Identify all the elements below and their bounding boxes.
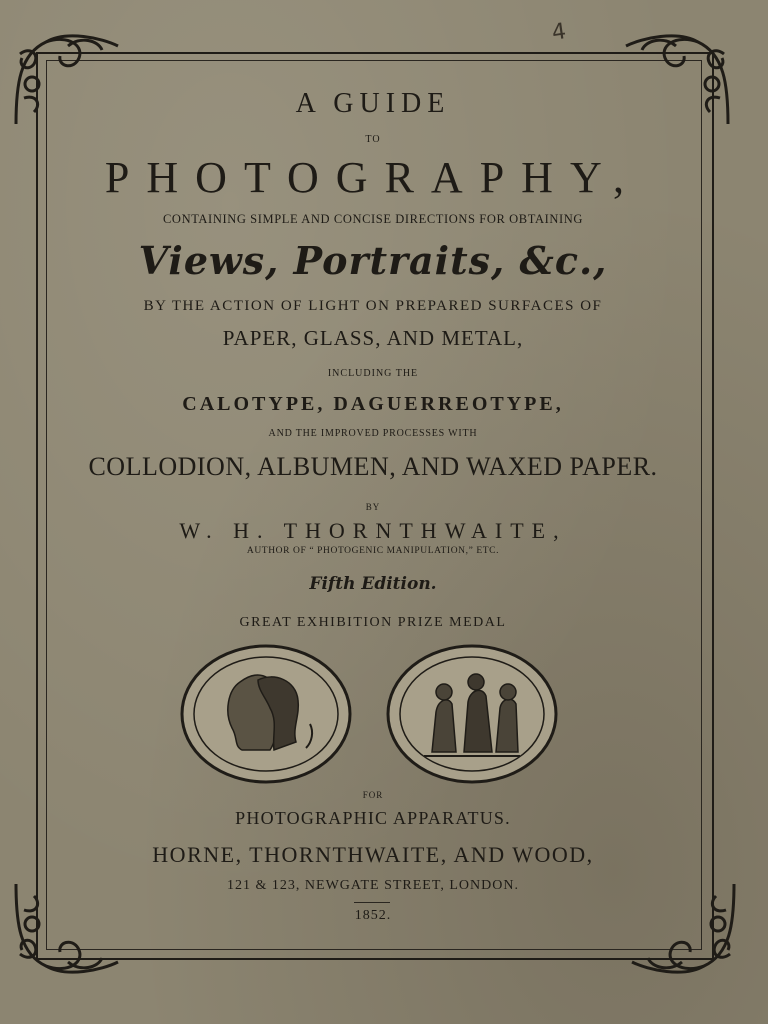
subtitle-materials: PAPER, GLASS, AND METAL, [222, 326, 524, 350]
subtitle-collodion: COLLODION, ALBUMEN, AND WAXED PAPER. [88, 452, 658, 481]
subtitle-views: Views, Portraits, &c., [138, 238, 608, 283]
subtitle-including: INCLUDING THE [327, 368, 419, 379]
publication-year: 1852. [354, 908, 392, 923]
title-line-photography: PHOTOGRAPHY, [104, 153, 642, 202]
edition-label: Fifth Edition. [309, 574, 437, 594]
author-credentials: AUTHOR OF “ PHOTOGENIC MANIPULATION,” ETC. [246, 546, 500, 556]
medals-row [46, 642, 700, 792]
subtitle-containing: CONTAINING SIMPLE AND CONCISE DIRECTIONS FOR OBTAINING [163, 212, 583, 226]
award-label: GREAT EXHIBITION PRIZE MEDAL [239, 615, 507, 630]
pencil-page-mark: 4 [550, 19, 568, 46]
portrait-medal-icon [178, 642, 354, 786]
publisher-address: 121 & 123, NEWGATE STREET, LONDON. [227, 878, 519, 893]
subtitle-processes: CALOTYPE, DAGUERREOTYPE, [182, 393, 564, 415]
author-name: W. H. THORNTHWAITE, [179, 518, 567, 543]
subtitle-improved: AND THE IMPROVED PROCESSES WITH [268, 428, 478, 439]
subtitle-action: BY THE ACTION OF LIGHT ON PREPARED SURFACES OF [143, 298, 603, 314]
publisher-apparatus: PHOTOGRAPHIC APPARATUS. [235, 808, 511, 828]
publisher-firm: HORNE, THORNTHWAITE, AND WOOD, [152, 842, 594, 867]
title-content [46, 60, 700, 948]
title-line-guide: A GUIDE [295, 88, 451, 119]
publisher-for: FOR [362, 790, 384, 800]
title-line-to: TO [365, 134, 381, 145]
author-by: BY [365, 502, 381, 512]
divider-rule [354, 902, 390, 903]
allegorical-medal-icon [384, 642, 560, 786]
